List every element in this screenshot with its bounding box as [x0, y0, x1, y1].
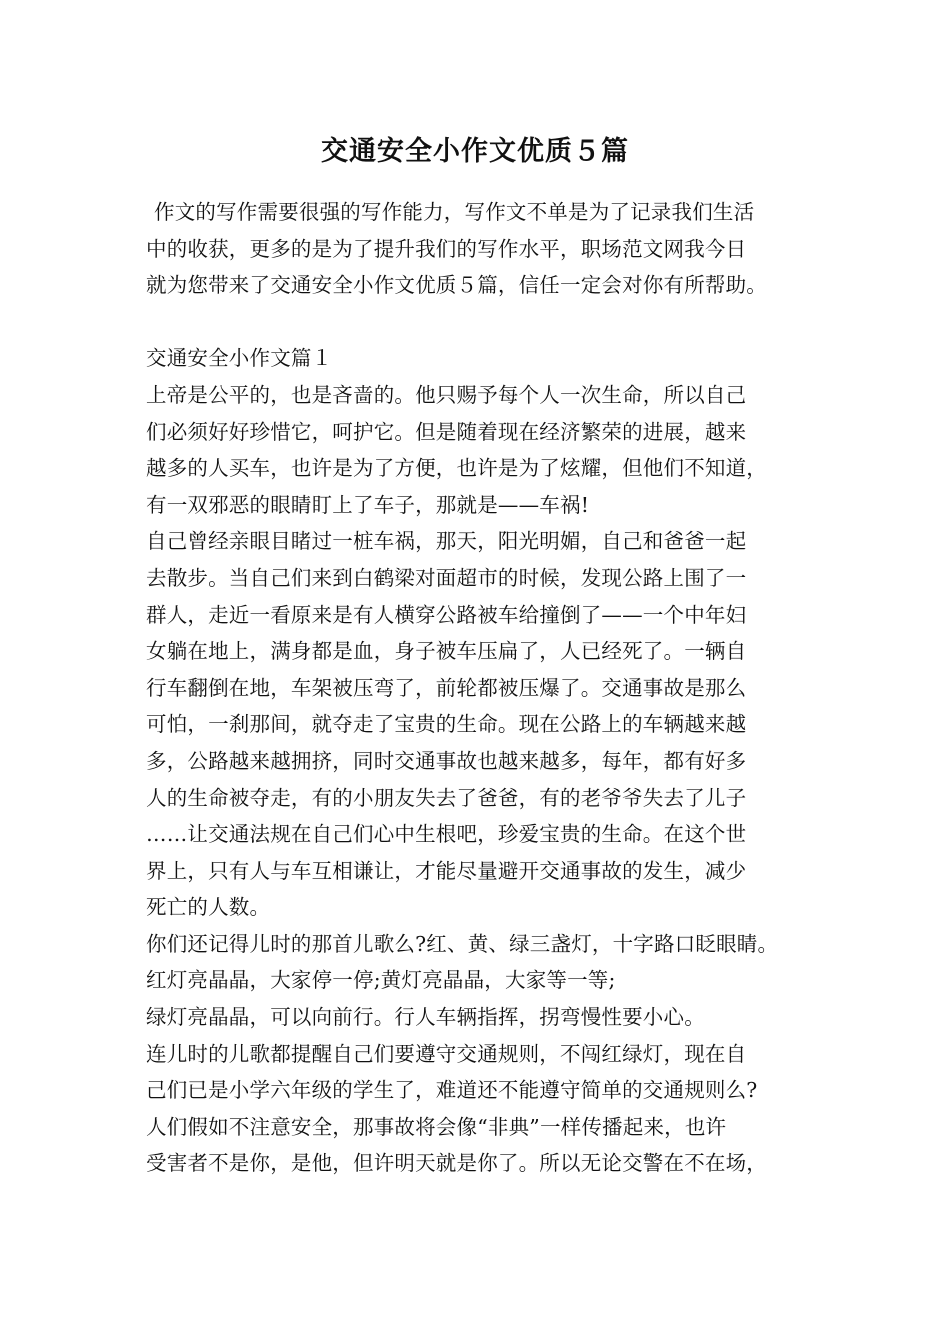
- section-heading: 交通安全小作文篇１: [146, 346, 333, 371]
- body-line: 人的生命被夺走，有的小朋友失去了爸爸，有的老爷爷失去了儿子: [146, 785, 747, 810]
- body-line: 界上，只有人与车互相谦让，才能尽量避开交通事故的发生，减少: [146, 858, 747, 883]
- body-line: 上帝是公平的，也是吝啬的。他只赐予每个人一次生命，所以自己: [146, 382, 747, 407]
- intro-line: 中的收获，更多的是为了提升我们的写作水平，职场范文网我今日: [146, 236, 747, 261]
- document-body: [146, 194, 826, 1182]
- body-line: 多，公路越来越拥挤，同时交通事故也越来越多，每年，都有好多: [146, 748, 747, 773]
- body-line: 去散步。当自己们来到白鹤梁对面超市的时候，发现公路上围了一: [146, 565, 747, 590]
- document-title: 交通安全小作文优质５篇: [321, 136, 629, 167]
- body-line: ……让交通法规在自己们心中生根吧，珍爱宝贵的生命。在这个世: [146, 822, 747, 847]
- intro-line: 作文的写作需要很强的写作能力，写作文不单是为了记录我们生活: [154, 200, 755, 224]
- body-line: 自己曾经亲眼目睹过一桩车祸，那天，阳光明媚，自己和爸爸一起: [146, 529, 747, 554]
- body-line: 有一双邪恶的眼睛盯上了车子，那就是——车祸!: [146, 492, 590, 517]
- body-line: 你们还记得儿时的那首儿歌么?红、黄、绿三盏灯，十字路口眨眼睛。: [146, 931, 779, 956]
- intro-line: 就为您带来了交通安全小作文优质５篇，信任一定会对你有所帮助。: [146, 273, 767, 298]
- body-line: 可怕，一刹那间，就夺走了宝贵的生命。现在公路上的车辆越来越: [146, 712, 747, 737]
- body-line: 人们假如不注意安全，那事故将会像“非典”一样传播起来，也许: [146, 1114, 727, 1139]
- body-line: 越多的人买车，也许是为了方便，也许是为了炫耀，但他们不知道，: [146, 456, 767, 481]
- body-line: 们必须好好珍惜它，呵护它。但是随着现在经济繁荣的进展，越来: [146, 419, 747, 444]
- body-line: 死亡的人数。: [146, 895, 271, 920]
- body-line: 红灯亮晶晶，大家停一停;黄灯亮晶晶，大家等一等;: [146, 968, 616, 993]
- body-line: 行车翻倒在地，车架被压弯了，前轮都被压爆了。交通事故是那么: [146, 675, 747, 700]
- body-line: 女躺在地上，满身都是血，身子被车压扁了，人已经死了。一辆自: [146, 639, 747, 664]
- paragraph-spacer: [146, 304, 826, 341]
- body-line: 己们已是小学六年级的学生了，难道还不能遵守简单的交通规则么?: [146, 1078, 758, 1103]
- body-line: 受害者不是你，是他，但许明天就是你了。所以无论交警在不在场，: [146, 1151, 767, 1176]
- body-line: 群人，走近一看原来是有人横穿公路被车给撞倒了——一个中年妇: [146, 602, 747, 627]
- body-line: 绿灯亮晶晶，可以向前行。行人车辆指挥，拐弯慢性要小心。: [146, 1005, 705, 1030]
- body-line: 连儿时的儿歌都提醒自己们要遵守交通规则，不闯红绿灯，现在自: [146, 1041, 747, 1066]
